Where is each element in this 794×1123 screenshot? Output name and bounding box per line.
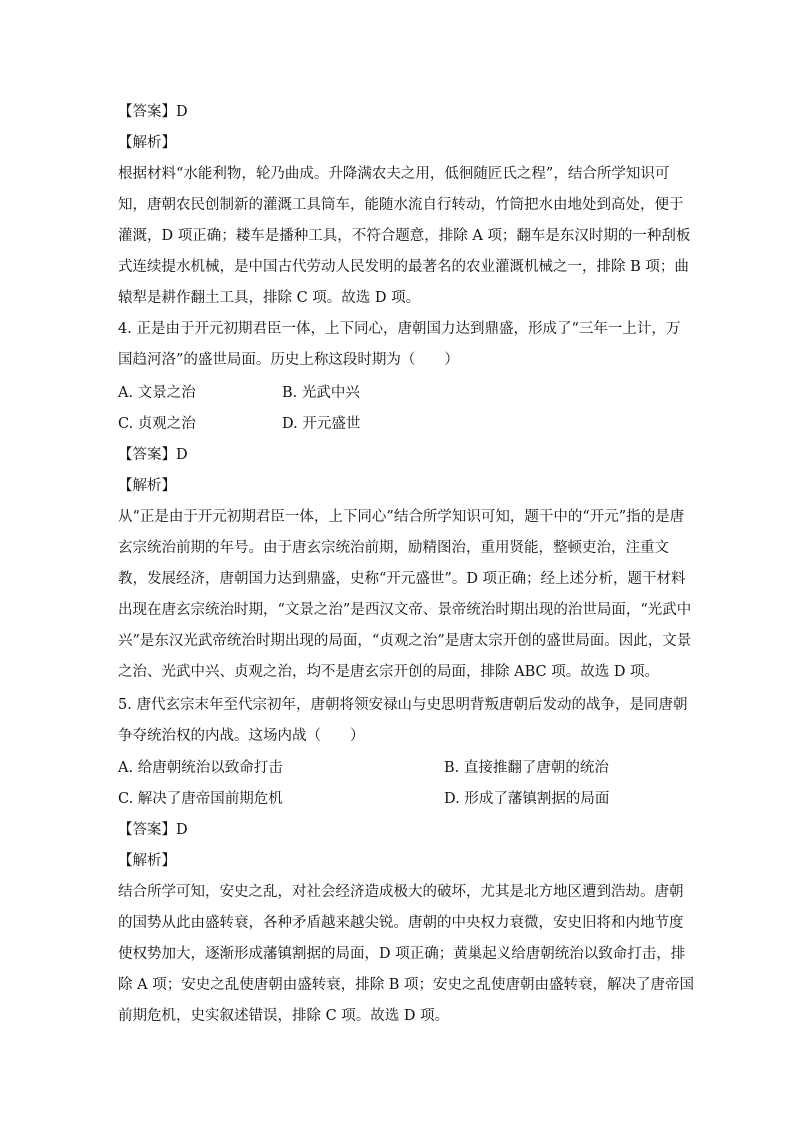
q5-stem-line: 5. 唐代玄宗末年至代宗初年，唐朝将领安禄山与史思明背叛唐朝后发动的战争，是同唐朝 [118,697,688,713]
q4-analysis-line: 从“正是由于开元初期君臣一体，上下同心”结合所学知识可知，题干中的“开元”指的是唐 [118,509,685,525]
q4-analysis-line: 玄宗统治前期的年号。由于唐玄宗统治前期，励精图治，重用贤能，整顿吏治，注重文 [118,540,669,556]
q4-analysis-line: 出现在唐玄宗统治时期，“文景之治”是西汉文帝、景帝统治时期出现的治世局面，“光武中 [118,602,692,618]
q5-analysis-title: 【解析】 [118,853,176,869]
q5-option-b: B. 直接推翻了唐朝的统治 [444,760,609,776]
q4-analysis-line: 兴”是东汉光武帝统治时期出现的局面，“贞观之治”是唐太宗开创的盛世局面。因此，文景 [118,633,692,649]
q4-option-b: B. 光武中兴 [282,385,360,401]
q3-analysis-line: 知，唐朝农民创制新的灌溉工具筒车，能随水流自行转动，竹筒把水由地处到高处，便于 [118,197,684,213]
q5-option-a: A. 给唐朝统治以致命打击 [118,760,283,776]
q5-analysis-line: 使权势加大，逐渐形成藩镇割据的局面，D 项正确；黄巢起义给唐朝统治以致命打击，排 [118,946,686,962]
q5-analysis-line: 的国势从此由盛转衰，各种矛盾越来越尖锐。唐朝的中央权力衰微，安史旧将和内地节度 [118,915,684,931]
q3-analysis-title: 【解析】 [118,135,176,151]
q4-option-c: C. 贞观之治 [118,416,196,432]
q5-option-c: C. 解决了唐帝国前期危机 [118,791,283,807]
q5-analysis-line: 除 A 项；安史之乱使唐朝由盛转衰，排除 B 项；安史之乱使唐朝由盛转衰，解决了唐帝国 [118,977,695,993]
q4-stem-line: 国趋河洛”的盛世局面。历史上称这段时期为（ ） [118,352,459,368]
q3-analysis-line: 根据材料“水能利物，轮乃曲成。升降满农夫之用，低徊随匠氏之程”，结合所学知识可 [118,166,670,182]
q5-option-d: D. 形成了藩镇割据的局面 [444,791,610,807]
q4-analysis-line: 之治、光武中兴、贞观之治，均不是唐玄宗开创的局面，排除 ABC 项。故选 D 项。 [118,664,660,680]
q5-stem-line: 争夺统治权的内战。这场内战（ ） [118,728,365,744]
q4-analysis-line: 教，发展经济，唐朝国力达到鼎盛，史称“开元盛世”。D 项正确；经上述分析，题干材料 [118,571,686,587]
q4-stem-line: 4. 正是由于开元初期君臣一体，上下同心，唐朝国力达到鼎盛，形成了“三年一上计，万 [118,321,681,337]
q4-answer: 【答案】D [118,447,188,463]
q3-analysis-line: 辕犁是耕作翻土工具，排除 C 项。故选 D 项。 [118,290,421,306]
q5-analysis-line: 结合所学可知，安史之乱，对社会经济造成极大的破坏，尤其是北方地区遭到浩劫。唐朝 [118,884,684,900]
q5-analysis-line: 前期危机，史实叙述错误，排除 C 项。故选 D 项。 [118,1008,450,1024]
q4-option-d: D. 开元盛世 [282,416,361,432]
q5-answer: 【答案】D [118,822,188,838]
q3-answer: 【答案】D [118,104,188,120]
q3-analysis-line: 灌溉，D 项正确；耧车是播种工具，不符合题意，排除 A 项；翻车是东汉时期的一种刮板 [118,228,691,244]
q4-analysis-title: 【解析】 [118,478,176,494]
q4-option-a: A. 文景之治 [118,385,196,401]
q3-analysis-line: 式连续提水机械，是中国古代劳动人民发明的最著名的农业灌溉机械之一，排除 B 项；曲 [118,259,689,275]
